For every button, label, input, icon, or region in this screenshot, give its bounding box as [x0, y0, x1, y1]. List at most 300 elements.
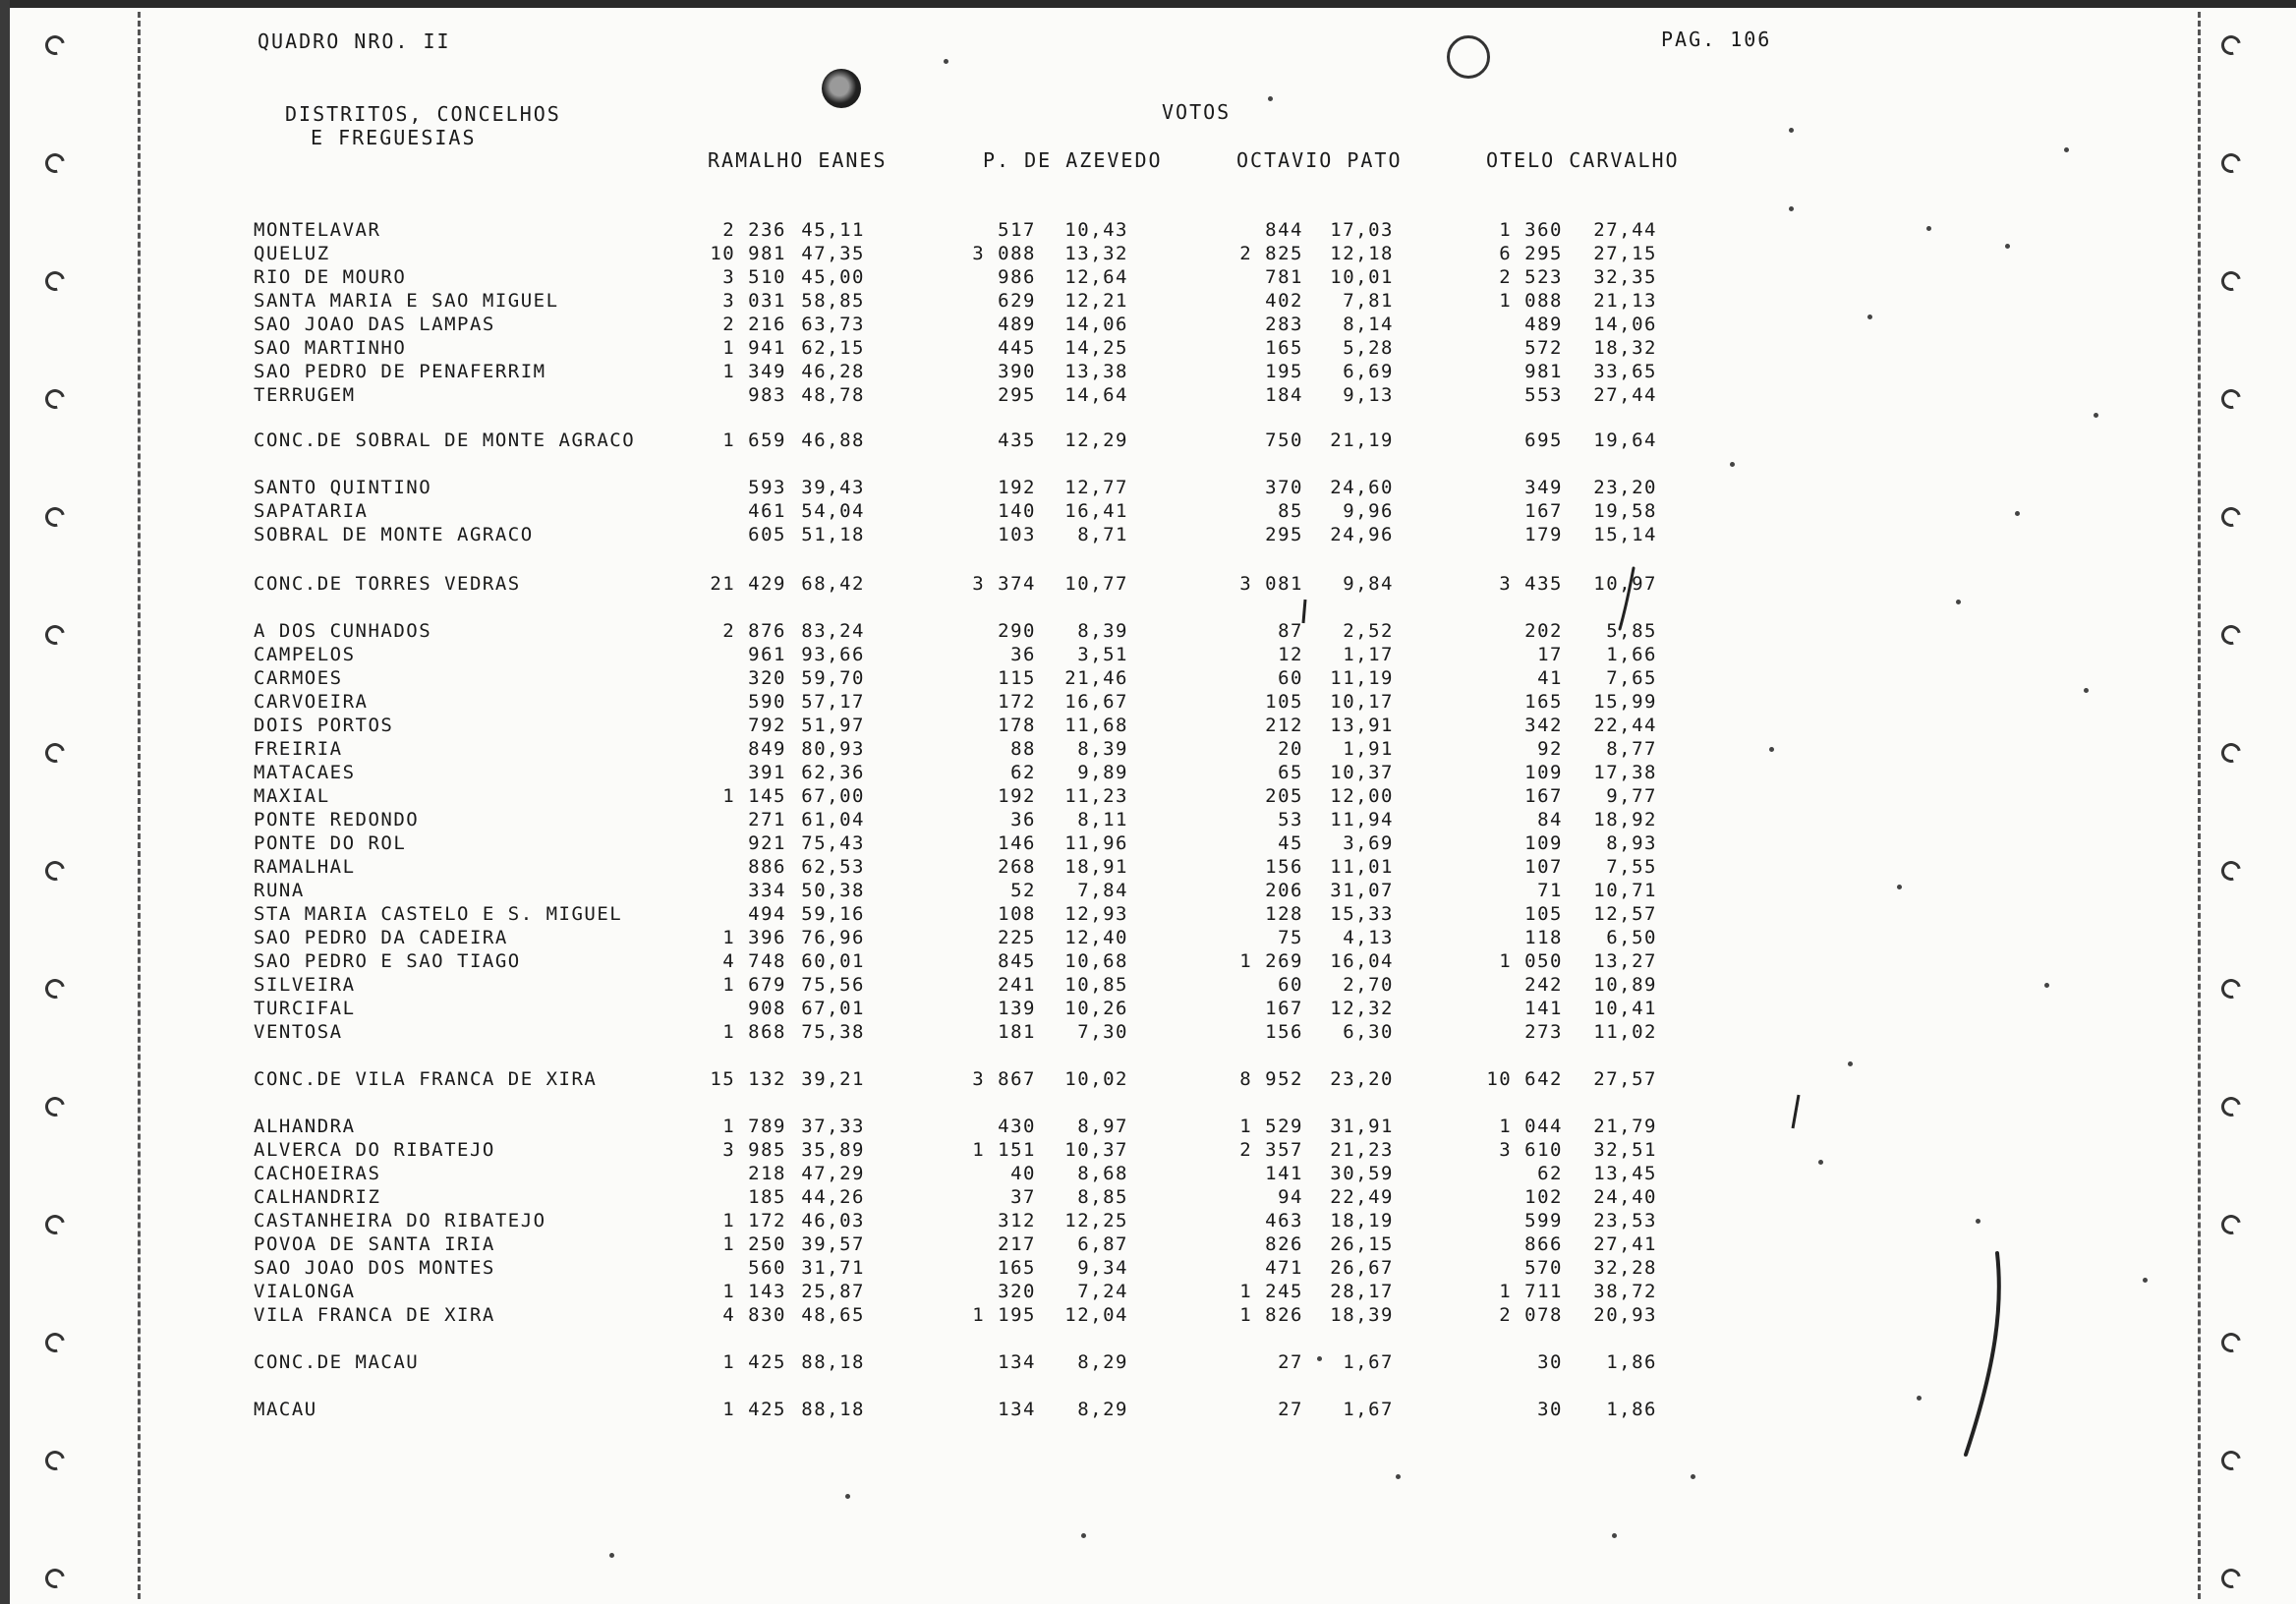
cell-otelo-carvalho-votes: 2 078	[1499, 1304, 1563, 1326]
cell-octavio-pato-pct: 5,28	[1343, 337, 1394, 359]
cell-otelo-carvalho-votes: 167	[1524, 500, 1563, 522]
tractor-hole-icon	[41, 149, 68, 176]
cell-otelo-carvalho-votes: 118	[1524, 927, 1563, 948]
cell-octavio-pato-pct: 10,17	[1330, 691, 1394, 713]
cell-p-de-azevedo-votes: 115	[998, 667, 1036, 689]
cell-octavio-pato-votes: 195	[1265, 361, 1303, 382]
cell-otelo-carvalho-pct: 21,13	[1593, 290, 1657, 312]
row-name: A DOS CUNHADOS	[254, 620, 432, 642]
cell-ramalho-eanes-pct: 75,43	[801, 832, 865, 854]
cell-ramalho-eanes-votes: 15 132	[710, 1068, 786, 1090]
cell-octavio-pato-pct: 21,23	[1330, 1139, 1394, 1161]
cell-p-de-azevedo-pct: 6,87	[1077, 1233, 1128, 1255]
cell-ramalho-eanes-pct: 48,65	[801, 1304, 865, 1326]
cell-octavio-pato-votes: 128	[1265, 903, 1303, 925]
cell-p-de-azevedo-votes: 165	[998, 1257, 1036, 1279]
row-name: SAPATARIA	[254, 500, 369, 522]
cell-octavio-pato-votes: 3 081	[1239, 573, 1303, 595]
cell-ramalho-eanes-votes: 908	[748, 998, 786, 1019]
cell-octavio-pato-pct: 6,30	[1343, 1021, 1394, 1043]
tractor-hole-icon	[2217, 1447, 2244, 1473]
cell-otelo-carvalho-votes: 92	[1537, 738, 1563, 760]
cell-octavio-pato-votes: 65	[1278, 762, 1303, 783]
cell-otelo-carvalho-pct: 5,85	[1606, 620, 1657, 642]
cell-ramalho-eanes-votes: 1 172	[722, 1210, 786, 1232]
table-row	[0, 572, 2296, 596]
cell-octavio-pato-pct: 21,19	[1330, 430, 1394, 451]
cell-otelo-carvalho-pct: 18,92	[1593, 809, 1657, 831]
cell-ramalho-eanes-pct: 45,00	[801, 266, 865, 288]
cell-otelo-carvalho-pct: 10,71	[1593, 880, 1657, 901]
cell-octavio-pato-pct: 2,70	[1343, 974, 1394, 996]
table-row	[0, 831, 2296, 855]
cell-octavio-pato-votes: 156	[1265, 856, 1303, 878]
cell-p-de-azevedo-pct: 7,30	[1077, 1021, 1128, 1043]
cell-otelo-carvalho-pct: 32,28	[1593, 1257, 1657, 1279]
cell-p-de-azevedo-votes: 390	[998, 361, 1036, 382]
cell-p-de-azevedo-votes: 88	[1010, 738, 1036, 760]
paper-speck	[1081, 1533, 1086, 1538]
cell-p-de-azevedo-pct: 13,38	[1064, 361, 1128, 382]
cell-octavio-pato-pct: 16,04	[1330, 950, 1394, 972]
table-row	[0, 1280, 2296, 1303]
cell-ramalho-eanes-votes: 2 876	[722, 620, 786, 642]
cell-octavio-pato-pct: 12,32	[1330, 998, 1394, 1019]
cell-ramalho-eanes-pct: 50,38	[801, 880, 865, 901]
cell-otelo-carvalho-pct: 27,41	[1593, 1233, 1657, 1255]
cell-otelo-carvalho-votes: 167	[1524, 785, 1563, 807]
cell-octavio-pato-pct: 24,60	[1330, 477, 1394, 498]
cell-octavio-pato-pct: 1,67	[1343, 1351, 1394, 1373]
table-row	[0, 1209, 2296, 1232]
cell-p-de-azevedo-pct: 14,64	[1064, 384, 1128, 406]
cell-ramalho-eanes-pct: 39,43	[801, 477, 865, 498]
cell-ramalho-eanes-pct: 93,66	[801, 644, 865, 665]
cell-p-de-azevedo-pct: 11,68	[1064, 715, 1128, 736]
cell-otelo-carvalho-pct: 33,65	[1593, 361, 1657, 382]
cell-ramalho-eanes-pct: 46,28	[801, 361, 865, 382]
cell-otelo-carvalho-votes: 41	[1537, 667, 1563, 689]
cell-otelo-carvalho-votes: 1 088	[1499, 290, 1563, 312]
paper-speck	[2044, 983, 2049, 988]
row-name: MACAU	[254, 1399, 317, 1420]
cell-octavio-pato-votes: 402	[1265, 290, 1303, 312]
row-name: SAO PEDRO DE PENAFERRIM	[254, 361, 546, 382]
table-row	[0, 523, 2296, 546]
table-row	[0, 289, 2296, 313]
cell-ramalho-eanes-votes: 1 789	[722, 1116, 786, 1137]
cell-octavio-pato-pct: 2,52	[1343, 620, 1394, 642]
cell-otelo-carvalho-pct: 13,27	[1593, 950, 1657, 972]
cell-otelo-carvalho-votes: 109	[1524, 762, 1563, 783]
table-row	[0, 855, 2296, 879]
cell-ramalho-eanes-votes: 886	[748, 856, 786, 878]
cell-octavio-pato-pct: 28,17	[1330, 1281, 1394, 1302]
cell-otelo-carvalho-pct: 13,45	[1593, 1163, 1657, 1184]
cell-octavio-pato-pct: 7,81	[1343, 290, 1394, 312]
row-name: MONTELAVAR	[254, 219, 381, 241]
cell-otelo-carvalho-pct: 8,93	[1606, 832, 1657, 854]
cell-ramalho-eanes-votes: 792	[748, 715, 786, 736]
cell-ramalho-eanes-pct: 63,73	[801, 314, 865, 335]
cell-otelo-carvalho-votes: 84	[1537, 809, 1563, 831]
cell-ramalho-eanes-pct: 47,35	[801, 243, 865, 264]
cell-p-de-azevedo-votes: 134	[998, 1399, 1036, 1420]
cell-p-de-azevedo-pct: 10,37	[1064, 1139, 1128, 1161]
cell-ramalho-eanes-pct: 61,04	[801, 809, 865, 831]
cell-p-de-azevedo-pct: 12,93	[1064, 903, 1128, 925]
pen-stroke-mark-small	[1612, 564, 1641, 633]
cell-p-de-azevedo-votes: 103	[998, 524, 1036, 545]
cell-octavio-pato-pct: 22,49	[1330, 1186, 1394, 1208]
cell-octavio-pato-pct: 18,39	[1330, 1304, 1394, 1326]
row-name: TURCIFAL	[254, 998, 356, 1019]
cell-p-de-azevedo-votes: 489	[998, 314, 1036, 335]
cell-p-de-azevedo-pct: 10,02	[1064, 1068, 1128, 1090]
cell-octavio-pato-votes: 75	[1278, 927, 1303, 948]
cell-p-de-azevedo-votes: 181	[998, 1021, 1036, 1043]
table-row	[0, 1020, 2296, 1044]
cell-ramalho-eanes-pct: 35,89	[801, 1139, 865, 1161]
cell-ramalho-eanes-pct: 59,70	[801, 667, 865, 689]
cell-ramalho-eanes-votes: 2 216	[722, 314, 786, 335]
cell-ramalho-eanes-pct: 31,71	[801, 1257, 865, 1279]
paper-speck	[1789, 206, 1794, 211]
cell-ramalho-eanes-pct: 58,85	[801, 290, 865, 312]
table-row	[0, 666, 2296, 690]
cell-p-de-azevedo-pct: 11,96	[1064, 832, 1128, 854]
cell-octavio-pato-pct: 12,00	[1330, 785, 1394, 807]
cell-p-de-azevedo-pct: 12,77	[1064, 477, 1128, 498]
cell-ramalho-eanes-votes: 1 941	[722, 337, 786, 359]
cell-otelo-carvalho-pct: 27,15	[1593, 243, 1657, 264]
cell-ramalho-eanes-pct: 47,29	[801, 1163, 865, 1184]
cell-otelo-carvalho-votes: 273	[1524, 1021, 1563, 1043]
cell-otelo-carvalho-votes: 570	[1524, 1257, 1563, 1279]
row-name: SAO JOAO DOS MONTES	[254, 1257, 495, 1279]
row-name: QUELUZ	[254, 243, 330, 264]
cell-ramalho-eanes-votes: 320	[748, 667, 786, 689]
cell-otelo-carvalho-votes: 179	[1524, 524, 1563, 545]
row-name: STA MARIA CASTELO E S. MIGUEL	[254, 903, 623, 925]
column-header-p-de-azevedo: P. DE AZEVEDO	[983, 148, 1163, 172]
cell-octavio-pato-pct: 11,01	[1330, 856, 1394, 878]
cell-p-de-azevedo-pct: 10,26	[1064, 998, 1128, 1019]
cell-otelo-carvalho-pct: 23,53	[1593, 1210, 1657, 1232]
cell-p-de-azevedo-pct: 7,84	[1077, 880, 1128, 901]
cell-ramalho-eanes-votes: 1 868	[722, 1021, 786, 1043]
paper-speck	[1730, 462, 1735, 467]
cell-p-de-azevedo-votes: 3 867	[972, 1068, 1036, 1090]
tractor-hole-icon	[2217, 1565, 2244, 1591]
cell-octavio-pato-pct: 10,01	[1330, 266, 1394, 288]
cell-p-de-azevedo-votes: 430	[998, 1116, 1036, 1137]
tractor-hole-icon	[2217, 149, 2244, 176]
cell-p-de-azevedo-votes: 140	[998, 500, 1036, 522]
quadro-label: QUADRO NRO. II	[258, 29, 451, 53]
cell-p-de-azevedo-pct: 16,67	[1064, 691, 1128, 713]
paper-speck	[1926, 226, 1931, 231]
cell-p-de-azevedo-pct: 10,43	[1064, 219, 1128, 241]
cell-octavio-pato-votes: 60	[1278, 974, 1303, 996]
cell-otelo-carvalho-pct: 10,97	[1593, 573, 1657, 595]
cell-p-de-azevedo-votes: 445	[998, 337, 1036, 359]
cell-otelo-carvalho-pct: 12,57	[1593, 903, 1657, 925]
row-name: SAO PEDRO DA CADEIRA	[254, 927, 508, 948]
cell-ramalho-eanes-votes: 334	[748, 880, 786, 901]
row-name: RUNA	[254, 880, 305, 901]
cell-p-de-azevedo-votes: 517	[998, 219, 1036, 241]
cell-p-de-azevedo-votes: 986	[998, 266, 1036, 288]
cell-p-de-azevedo-pct: 12,04	[1064, 1304, 1128, 1326]
cell-octavio-pato-votes: 750	[1265, 430, 1303, 451]
cell-ramalho-eanes-pct: 88,18	[801, 1399, 865, 1420]
row-name: SAO MARTINHO	[254, 337, 407, 359]
cell-octavio-pato-pct: 17,03	[1330, 219, 1394, 241]
cell-ramalho-eanes-pct: 59,16	[801, 903, 865, 925]
cell-otelo-carvalho-pct: 9,77	[1606, 785, 1657, 807]
cell-ramalho-eanes-pct: 80,93	[801, 738, 865, 760]
table-row	[0, 218, 2296, 242]
cell-octavio-pato-votes: 844	[1265, 219, 1303, 241]
column-header-octavio-pato: OCTAVIO PATO	[1236, 148, 1403, 172]
row-name: SOBRAL DE MONTE AGRACO	[254, 524, 534, 545]
paper-speck	[1691, 1474, 1695, 1479]
cell-ramalho-eanes-votes: 605	[748, 524, 786, 545]
cell-octavio-pato-pct: 9,96	[1343, 500, 1394, 522]
table-row	[0, 499, 2296, 523]
cell-otelo-carvalho-votes: 981	[1524, 361, 1563, 382]
paper-speck	[1769, 747, 1774, 752]
cell-p-de-azevedo-pct: 9,89	[1077, 762, 1128, 783]
cell-otelo-carvalho-votes: 10 642	[1486, 1068, 1563, 1090]
table-row	[0, 1303, 2296, 1327]
cell-ramalho-eanes-votes: 1 349	[722, 361, 786, 382]
row-name: TERRUGEM	[254, 384, 356, 406]
cell-p-de-azevedo-pct: 12,64	[1064, 266, 1128, 288]
cell-ramalho-eanes-votes: 961	[748, 644, 786, 665]
cell-octavio-pato-pct: 10,37	[1330, 762, 1394, 783]
cell-ramalho-eanes-pct: 46,03	[801, 1210, 865, 1232]
table-row	[0, 1115, 2296, 1138]
table-row	[0, 761, 2296, 784]
paper-speck	[1268, 96, 1273, 101]
row-name: ALHANDRA	[254, 1116, 356, 1137]
cell-ramalho-eanes-pct: 88,18	[801, 1351, 865, 1373]
cell-p-de-azevedo-pct: 8,68	[1077, 1163, 1128, 1184]
cell-octavio-pato-votes: 2 357	[1239, 1139, 1303, 1161]
cell-ramalho-eanes-pct: 75,56	[801, 974, 865, 996]
cell-ramalho-eanes-votes: 4 748	[722, 950, 786, 972]
cell-octavio-pato-votes: 826	[1265, 1233, 1303, 1255]
cell-p-de-azevedo-pct: 8,39	[1077, 620, 1128, 642]
paper-speck	[845, 1494, 850, 1499]
cell-octavio-pato-votes: 1 245	[1239, 1281, 1303, 1302]
row-name: CARMOES	[254, 667, 343, 689]
cell-octavio-pato-votes: 184	[1265, 384, 1303, 406]
cell-octavio-pato-pct: 9,13	[1343, 384, 1394, 406]
row-name: SANTO QUINTINO	[254, 477, 432, 498]
cell-ramalho-eanes-pct: 68,42	[801, 573, 865, 595]
paper-speck	[1976, 1219, 1980, 1224]
cell-ramalho-eanes-votes: 10 981	[710, 243, 786, 264]
cell-p-de-azevedo-pct: 13,32	[1064, 243, 1128, 264]
cell-p-de-azevedo-pct: 10,77	[1064, 573, 1128, 595]
paper-speck	[944, 59, 948, 64]
cell-p-de-azevedo-votes: 845	[998, 950, 1036, 972]
row-name: VENTOSA	[254, 1021, 343, 1043]
cell-p-de-azevedo-pct: 3,51	[1077, 644, 1128, 665]
cell-otelo-carvalho-pct: 8,77	[1606, 738, 1657, 760]
row-name: CONC.DE TORRES VEDRAS	[254, 573, 521, 595]
cell-ramalho-eanes-votes: 3 985	[722, 1139, 786, 1161]
row-name: SAO JOAO DAS LAMPAS	[254, 314, 495, 335]
cell-ramalho-eanes-votes: 21 429	[710, 573, 786, 595]
cell-octavio-pato-votes: 2 825	[1239, 243, 1303, 264]
table-row	[0, 714, 2296, 737]
cell-octavio-pato-pct: 1,67	[1343, 1399, 1394, 1420]
row-name: VILA FRANCA DE XIRA	[254, 1304, 495, 1326]
cell-otelo-carvalho-votes: 489	[1524, 314, 1563, 335]
cell-ramalho-eanes-pct: 60,01	[801, 950, 865, 972]
row-name: RIO DE MOURO	[254, 266, 407, 288]
table-row	[0, 1162, 2296, 1185]
cell-ramalho-eanes-votes: 3 510	[722, 266, 786, 288]
cell-octavio-pato-votes: 60	[1278, 667, 1303, 689]
row-name: CACHOEIRAS	[254, 1163, 381, 1184]
cell-otelo-carvalho-pct: 10,41	[1593, 998, 1657, 1019]
paper-speck	[2143, 1278, 2148, 1283]
cell-ramalho-eanes-votes: 4 830	[722, 1304, 786, 1326]
cell-p-de-azevedo-pct: 10,85	[1064, 974, 1128, 996]
table-row	[0, 619, 2296, 643]
cell-octavio-pato-pct: 31,07	[1330, 880, 1394, 901]
cell-p-de-azevedo-pct: 8,85	[1077, 1186, 1128, 1208]
cell-octavio-pato-pct: 26,15	[1330, 1233, 1394, 1255]
cell-octavio-pato-votes: 463	[1265, 1210, 1303, 1232]
cell-octavio-pato-votes: 27	[1278, 1399, 1303, 1420]
cell-otelo-carvalho-votes: 1 711	[1499, 1281, 1563, 1302]
cell-ramalho-eanes-pct: 46,88	[801, 430, 865, 451]
cell-p-de-azevedo-votes: 146	[998, 832, 1036, 854]
row-name: DOIS PORTOS	[254, 715, 394, 736]
cell-otelo-carvalho-pct: 7,65	[1606, 667, 1657, 689]
cell-otelo-carvalho-pct: 27,44	[1593, 384, 1657, 406]
section-label-line1: DISTRITOS, CONCELHOS	[285, 102, 561, 126]
table-row	[0, 902, 2296, 926]
cell-otelo-carvalho-pct: 24,40	[1593, 1186, 1657, 1208]
row-name: SAO PEDRO E SAO TIAGO	[254, 950, 521, 972]
cell-octavio-pato-pct: 12,18	[1330, 243, 1394, 264]
cell-octavio-pato-votes: 1 826	[1239, 1304, 1303, 1326]
votos-label: VOTOS	[1162, 100, 1232, 124]
cell-otelo-carvalho-votes: 202	[1524, 620, 1563, 642]
cell-ramalho-eanes-votes: 218	[748, 1163, 786, 1184]
cell-p-de-azevedo-pct: 14,06	[1064, 314, 1128, 335]
cell-octavio-pato-votes: 20	[1278, 738, 1303, 760]
cell-octavio-pato-votes: 167	[1265, 998, 1303, 1019]
cell-octavio-pato-pct: 18,19	[1330, 1210, 1394, 1232]
cell-otelo-carvalho-pct: 38,72	[1593, 1281, 1657, 1302]
cell-octavio-pato-pct: 31,91	[1330, 1116, 1394, 1137]
cell-p-de-azevedo-votes: 268	[998, 856, 1036, 878]
cell-octavio-pato-votes: 295	[1265, 524, 1303, 545]
cell-otelo-carvalho-votes: 3 610	[1499, 1139, 1563, 1161]
cell-otelo-carvalho-pct: 6,50	[1606, 927, 1657, 948]
cell-otelo-carvalho-votes: 1 360	[1499, 219, 1563, 241]
cell-ramalho-eanes-votes: 271	[748, 809, 786, 831]
table-row	[0, 429, 2296, 452]
cell-p-de-azevedo-pct: 12,40	[1064, 927, 1128, 948]
cell-ramalho-eanes-pct: 48,78	[801, 384, 865, 406]
cell-p-de-azevedo-pct: 10,68	[1064, 950, 1128, 972]
row-name: ALVERCA DO RIBATEJO	[254, 1139, 495, 1161]
row-name: PONTE DO ROL	[254, 832, 407, 854]
table-row	[0, 808, 2296, 831]
cell-otelo-carvalho-votes: 165	[1524, 691, 1563, 713]
cell-ramalho-eanes-votes: 185	[748, 1186, 786, 1208]
cell-octavio-pato-pct: 1,91	[1343, 738, 1394, 760]
cell-p-de-azevedo-votes: 225	[998, 927, 1036, 948]
cell-otelo-carvalho-pct: 1,66	[1606, 644, 1657, 665]
cell-octavio-pato-votes: 8 952	[1239, 1068, 1303, 1090]
cell-ramalho-eanes-votes: 590	[748, 691, 786, 713]
pen-tick-mark	[1295, 598, 1315, 627]
punched-hole-mark	[822, 69, 861, 108]
cell-ramalho-eanes-pct: 57,17	[801, 691, 865, 713]
cell-p-de-azevedo-votes: 295	[998, 384, 1036, 406]
cell-ramalho-eanes-pct: 62,15	[801, 337, 865, 359]
cell-octavio-pato-pct: 11,94	[1330, 809, 1394, 831]
table-row	[0, 383, 2296, 407]
row-name: CONC.DE MACAU	[254, 1351, 420, 1373]
cell-p-de-azevedo-votes: 629	[998, 290, 1036, 312]
paper-speck	[1317, 1356, 1322, 1361]
paper-speck	[2084, 688, 2089, 693]
table-row	[0, 1256, 2296, 1280]
row-name: CASTANHEIRA DO RIBATEJO	[254, 1210, 546, 1232]
cell-otelo-carvalho-pct: 15,14	[1593, 524, 1657, 545]
cell-octavio-pato-votes: 206	[1265, 880, 1303, 901]
cell-octavio-pato-pct: 8,14	[1343, 314, 1394, 335]
cell-p-de-azevedo-votes: 1 151	[972, 1139, 1036, 1161]
cell-p-de-azevedo-pct: 8,11	[1077, 809, 1128, 831]
table-row	[0, 926, 2296, 949]
paper-speck	[2064, 147, 2069, 152]
cell-p-de-azevedo-votes: 134	[998, 1351, 1036, 1373]
table-row	[0, 1185, 2296, 1209]
table-row	[0, 1398, 2296, 1421]
paper-speck	[1956, 600, 1961, 604]
paper-speck	[609, 1553, 614, 1558]
column-header-otelo-carvalho: OTELO CARVALHO	[1486, 148, 1680, 172]
cell-ramalho-eanes-votes: 1 145	[722, 785, 786, 807]
cell-otelo-carvalho-votes: 62	[1537, 1163, 1563, 1184]
paper-speck	[1867, 315, 1872, 319]
table-row	[0, 690, 2296, 714]
cell-ramalho-eanes-votes: 2 236	[722, 219, 786, 241]
cell-ramalho-eanes-votes: 1 679	[722, 974, 786, 996]
cell-otelo-carvalho-votes: 2 523	[1499, 266, 1563, 288]
cell-octavio-pato-votes: 87	[1278, 620, 1303, 642]
tractor-hole-icon	[41, 1565, 68, 1591]
cell-ramalho-eanes-pct: 83,24	[801, 620, 865, 642]
cell-ramalho-eanes-votes: 849	[748, 738, 786, 760]
cell-octavio-pato-pct: 23,20	[1330, 1068, 1394, 1090]
table-row	[0, 336, 2296, 360]
cell-ramalho-eanes-votes: 1 425	[722, 1351, 786, 1373]
table-row	[0, 1232, 2296, 1256]
